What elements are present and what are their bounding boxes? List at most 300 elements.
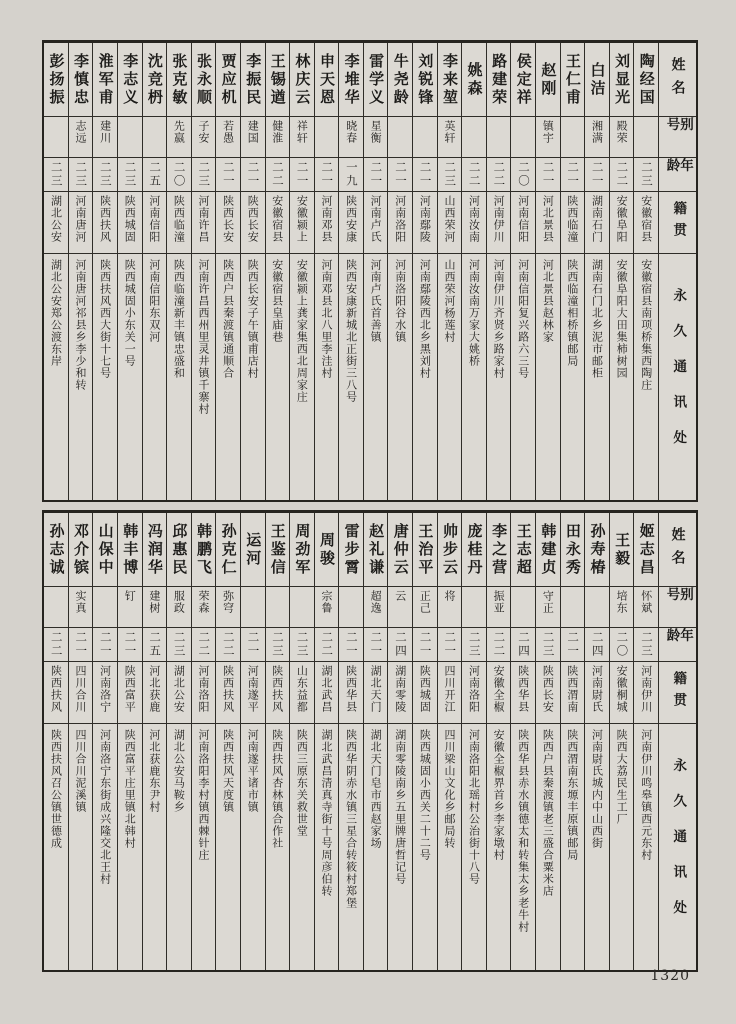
person-native-text: 陕西城固 (123, 195, 137, 243)
name-cell (167, 513, 191, 587)
directory-table-top (42, 40, 698, 502)
person-native-text: 陕西安康 (344, 195, 358, 243)
person-alias-text: 守正 (541, 590, 555, 614)
person-alias-text: 荣森 (197, 590, 211, 614)
person-native-text: 河南卢氏 (369, 195, 383, 243)
native-cell (118, 662, 142, 724)
person-name-text: 韩鹏飞 (195, 522, 214, 577)
person-alias-text: 湘满 (590, 120, 604, 144)
person-native-text: 安徽桐城 (615, 665, 629, 713)
native-cell (216, 662, 240, 724)
alias-cell (290, 117, 314, 158)
person-native-text: 河南唐河 (74, 195, 88, 243)
address-cell (69, 724, 93, 970)
address-cell (438, 254, 462, 500)
address-cell (388, 254, 412, 500)
person-native-text: 河南洛阳 (393, 195, 407, 243)
person-alias-text: 钉 (123, 590, 137, 602)
native-header-cell (659, 192, 696, 254)
header-column (658, 513, 696, 970)
alias-cell (585, 117, 609, 158)
person-address-text: 山西荣河杨莲村 (442, 259, 456, 343)
person-alias-text: 建国 (246, 120, 260, 144)
alias-cell (143, 587, 167, 628)
name-cell (216, 513, 240, 587)
person-name-text: 彭扬振 (47, 52, 66, 107)
person-alias-text: 服政 (172, 590, 186, 614)
alias-cell (143, 117, 167, 158)
alias-cell (487, 587, 511, 628)
age-cell (536, 628, 560, 662)
person-name-text: 周劲军 (293, 522, 312, 577)
age-cell (290, 158, 314, 192)
name-cell (634, 513, 658, 587)
person-age-text: 二一 (123, 631, 138, 658)
age-cell (192, 628, 216, 662)
age-cell (339, 628, 363, 662)
name-header: 姓名 (669, 56, 686, 103)
person-address-text: 河南洛阳北瑶村公治街十八号 (467, 729, 481, 885)
person-alias-text: 殿荣 (615, 120, 629, 144)
address-cell (216, 724, 240, 970)
person-name-text: 李堆华 (342, 52, 361, 107)
native-cell (118, 192, 142, 254)
name-header-cell (659, 513, 696, 587)
age-cell (216, 158, 240, 192)
person-address-text: 湖南石门北乡泥市邮柜 (590, 259, 604, 379)
native-cell (266, 192, 290, 254)
person-age-text: 二五 (148, 161, 163, 188)
person-column (609, 513, 634, 970)
person-age-text: 二五 (148, 631, 163, 658)
address-cell (143, 254, 167, 500)
age-cell (315, 158, 339, 192)
native-cell (462, 662, 486, 724)
address-cell (438, 724, 462, 970)
person-column (117, 513, 142, 970)
person-column (510, 513, 535, 970)
address-cell (241, 254, 265, 500)
person-age-text: 二二 (320, 631, 335, 658)
person-column (314, 43, 339, 500)
person-age-text: 二二 (492, 631, 507, 658)
age-cell (44, 628, 68, 662)
age-cell (118, 628, 142, 662)
person-alias-text: 志远 (74, 120, 88, 144)
address-cell (266, 724, 290, 970)
alias-cell (167, 117, 191, 158)
alias-cell (315, 587, 339, 628)
address-cell (44, 724, 68, 970)
person-name-text: 姚森 (465, 61, 484, 98)
person-column (338, 513, 363, 970)
person-age-text: 二一 (320, 161, 335, 188)
person-name-text: 李振民 (244, 52, 263, 107)
person-native-text: 河南遂平 (246, 665, 260, 713)
address-cell (462, 724, 486, 970)
person-column (265, 43, 290, 500)
native-cell (364, 662, 388, 724)
name-cell (438, 513, 462, 587)
person-native-text: 陕西华县 (516, 665, 530, 713)
person-name-text: 牛尧龄 (391, 52, 410, 107)
name-cell (413, 43, 437, 117)
native-cell (216, 192, 240, 254)
person-column (363, 43, 388, 500)
age-cell (511, 158, 535, 192)
native-cell (69, 192, 93, 254)
alias-cell (511, 587, 535, 628)
person-column (191, 43, 216, 500)
address-cell (364, 724, 388, 970)
native-cell (69, 662, 93, 724)
person-age-text: 二一 (418, 161, 433, 188)
person-address-text: 湖北武昌清真寺街十号周彦伯转 (319, 729, 333, 897)
address-cell (118, 254, 142, 500)
person-age-text: 二二 (492, 161, 507, 188)
person-name-text: 孙克仁 (219, 522, 238, 577)
person-column (412, 513, 437, 970)
native-cell (388, 192, 412, 254)
page-number: 1320 (650, 968, 690, 984)
person-address-text: 河南汝南万家大姚桥 (467, 259, 481, 367)
person-native-text: 湖南石门 (590, 195, 604, 243)
person-alias-text: 宗鲁 (319, 590, 333, 614)
age-header-cell (659, 628, 696, 662)
alias-header: 别号 (663, 587, 693, 609)
person-column (437, 43, 462, 500)
address-cell (610, 254, 634, 500)
alias-cell (192, 587, 216, 628)
person-native-text: 安徽全椒 (492, 665, 506, 713)
person-address-text: 河南邓县北八里李洼村 (319, 259, 333, 379)
name-cell (388, 43, 412, 117)
person-column (584, 43, 609, 500)
person-column (609, 43, 634, 500)
person-address-text: 河南卢氏首善镇 (369, 259, 383, 343)
alias-cell (438, 117, 462, 158)
name-cell (192, 513, 216, 587)
name-cell (315, 43, 339, 117)
name-cell (167, 43, 191, 117)
person-alias-text: 培东 (615, 590, 629, 614)
name-cell (511, 43, 535, 117)
person-address-text: 安徽阜阳大田集柿树园 (615, 259, 629, 379)
alias-cell (93, 587, 117, 628)
alias-cell (93, 117, 117, 158)
person-name-text: 唐仲云 (391, 522, 410, 577)
name-cell (241, 513, 265, 587)
alias-cell (192, 117, 216, 158)
person-address-text: 陕西临潼相桥镇邮局 (565, 259, 579, 367)
address-cell (634, 724, 658, 970)
alias-cell (388, 587, 412, 628)
person-age-text: 二三 (98, 161, 113, 188)
name-cell (634, 43, 658, 117)
address-cell (561, 254, 585, 500)
person-name-text: 周骏 (317, 531, 336, 568)
address-cell (413, 254, 437, 500)
person-address-text: 河南信阳东双河 (147, 259, 161, 343)
person-address-text: 河南伊川鸣皋镇西元东村 (639, 729, 653, 861)
person-age-text: 二一 (295, 161, 310, 188)
person-native-text: 河南伊川 (492, 195, 506, 243)
person-column (215, 43, 240, 500)
alias-cell (241, 117, 265, 158)
alias-cell (118, 587, 142, 628)
age-cell (561, 158, 585, 192)
alias-cell (585, 587, 609, 628)
address-cell (536, 254, 560, 500)
native-cell (290, 662, 314, 724)
person-native-text: 河南鄢陵 (418, 195, 432, 243)
age-cell (364, 628, 388, 662)
native-cell (339, 192, 363, 254)
person-column (215, 513, 240, 970)
person-native-text: 湖北武昌 (319, 665, 333, 713)
person-column (461, 43, 486, 500)
age-cell (315, 628, 339, 662)
person-alias-text: 实真 (74, 590, 88, 614)
name-cell (536, 43, 560, 117)
person-native-text: 陕西富平 (123, 665, 137, 713)
age-cell (241, 158, 265, 192)
person-alias-text: 云 (393, 590, 407, 602)
person-age-text: 二一 (98, 631, 113, 658)
person-age-text: 二二 (221, 631, 236, 658)
alias-cell (69, 117, 93, 158)
person-name-text: 李来堃 (440, 52, 459, 107)
native-cell (462, 192, 486, 254)
person-address-text: 河南唐河祁县乡李少和转 (74, 259, 88, 391)
person-alias-text: 超逸 (369, 590, 383, 614)
person-native-text: 四川开江 (442, 665, 456, 713)
person-native-text: 陕西渭南 (565, 665, 579, 713)
person-address-text: 河南许昌西州里灵井镇千寨村 (197, 259, 211, 415)
person-address-text: 河北获鹿东尹村 (147, 729, 161, 813)
native-cell (511, 192, 535, 254)
person-column (92, 513, 117, 970)
address-header: 永久通讯处 (670, 758, 687, 936)
person-column (166, 43, 191, 500)
person-alias-text: 建树 (147, 590, 161, 614)
person-age-text: 一九 (344, 161, 359, 188)
alias-cell (216, 587, 240, 628)
person-column (117, 43, 142, 500)
person-name-text: 白洁 (588, 61, 607, 98)
person-address-text: 陕西安康新城北正街三八号 (344, 259, 358, 403)
person-address-text: 四川合川泥溪镇 (74, 729, 88, 813)
person-name-text: 运河 (244, 531, 263, 568)
person-address-text: 陕西扶风杏林镇合作社 (270, 729, 284, 849)
name-header: 姓名 (669, 526, 686, 573)
name-cell (585, 43, 609, 117)
native-cell (93, 192, 117, 254)
person-age-text: 二三 (639, 161, 654, 188)
address-cell (118, 724, 142, 970)
name-header-cell (659, 43, 696, 117)
alias-header-cell (659, 117, 696, 158)
age-cell (487, 628, 511, 662)
name-cell (364, 513, 388, 587)
native-cell (610, 662, 634, 724)
age-cell (511, 628, 535, 662)
person-alias-text: 英轩 (442, 120, 456, 144)
name-cell (143, 43, 167, 117)
alias-cell (167, 587, 191, 628)
person-column (44, 513, 68, 970)
person-age-text: 二一 (74, 631, 89, 658)
name-cell (118, 513, 142, 587)
address-cell (536, 724, 560, 970)
person-address-text: 陕西户县秦渡镇老三盛合粟米店 (541, 729, 555, 897)
name-cell (511, 513, 535, 587)
person-column (166, 513, 191, 970)
person-name-text: 王志超 (514, 522, 533, 577)
address-cell (290, 724, 314, 970)
person-native-text: 陕西长安 (541, 665, 555, 713)
person-native-text: 陕西临潼 (565, 195, 579, 243)
name-cell (118, 43, 142, 117)
native-cell (511, 662, 535, 724)
age-cell (413, 628, 437, 662)
person-name-text: 庞桂丹 (465, 522, 484, 577)
person-age-text: 二三 (639, 631, 654, 658)
person-name-text: 田永秀 (563, 522, 582, 577)
age-cell (561, 628, 585, 662)
native-header-cell (659, 662, 696, 724)
name-cell (290, 513, 314, 587)
person-name-text: 李志义 (121, 52, 140, 107)
address-cell (192, 254, 216, 500)
person-column (314, 513, 339, 970)
native-cell (487, 662, 511, 724)
person-address-text: 河南尉氏城内中山西街 (590, 729, 604, 849)
person-age-text: 二二 (197, 631, 212, 658)
alias-cell (511, 117, 535, 158)
address-cell (143, 724, 167, 970)
person-column (68, 513, 93, 970)
person-column (265, 513, 290, 970)
person-alias-text: 镇宇 (541, 120, 555, 144)
age-cell (585, 628, 609, 662)
person-native-text: 湖南零陵 (393, 665, 407, 713)
person-name-text: 陶经国 (637, 52, 656, 107)
age-cell (118, 158, 142, 192)
person-name-text: 邱惠民 (170, 522, 189, 577)
person-age-text: 二一 (344, 631, 359, 658)
person-column (142, 513, 167, 970)
person-native-text: 陕西扶风 (221, 665, 235, 713)
age-cell (216, 628, 240, 662)
person-name-text: 王锡遒 (268, 52, 287, 107)
person-address-text: 河南洛宁东街成兴隆交北王村 (98, 729, 112, 885)
person-column (584, 513, 609, 970)
name-cell (610, 513, 634, 587)
age-cell (610, 628, 634, 662)
address-cell (167, 724, 191, 970)
name-cell (339, 513, 363, 587)
alias-cell (44, 117, 68, 158)
person-age-text: 二二 (271, 161, 286, 188)
age-cell (438, 158, 462, 192)
address-cell (93, 724, 117, 970)
alias-cell (266, 587, 290, 628)
person-column (191, 513, 216, 970)
age-cell (634, 628, 658, 662)
name-cell (487, 513, 511, 587)
person-age-text: 二一 (369, 161, 384, 188)
person-name-text: 赵刚 (539, 61, 558, 98)
person-age-text: 二一 (443, 631, 458, 658)
person-name-text: 侯定祥 (514, 52, 533, 107)
native-cell (413, 662, 437, 724)
person-column (535, 513, 560, 970)
person-column (289, 513, 314, 970)
alias-cell (634, 117, 658, 158)
name-cell (315, 513, 339, 587)
person-name-text: 韩丰博 (121, 522, 140, 577)
person-address-text: 陕西长安子午镇甫店村 (246, 259, 260, 379)
person-name-text: 冯润华 (145, 522, 164, 577)
alias-cell (216, 117, 240, 158)
header-column (658, 43, 696, 500)
age-cell (487, 158, 511, 192)
age-cell (69, 628, 93, 662)
person-age-text: 二〇 (615, 631, 630, 658)
address-cell (290, 254, 314, 500)
person-name-text: 贾应机 (219, 52, 238, 107)
person-age-text: 二一 (590, 161, 605, 188)
name-cell (438, 43, 462, 117)
person-alias-text: 晓春 (344, 120, 358, 144)
alias-cell (536, 587, 560, 628)
alias-cell (44, 587, 68, 628)
age-cell (388, 158, 412, 192)
person-age-text: 二一 (246, 631, 261, 658)
person-column (412, 43, 437, 500)
person-native-text: 河南伊川 (639, 665, 653, 713)
age-cell (93, 158, 117, 192)
native-cell (536, 192, 560, 254)
name-cell (561, 513, 585, 587)
person-age-text: 二三 (74, 161, 89, 188)
person-native-text: 陕西扶风 (270, 665, 284, 713)
age-cell (585, 158, 609, 192)
address-cell (167, 254, 191, 500)
person-name-text: 刘锐锋 (416, 52, 435, 107)
person-native-text: 安徽颍上 (295, 195, 309, 243)
alias-cell (462, 587, 486, 628)
native-cell (44, 192, 68, 254)
person-column (633, 513, 658, 970)
person-address-text: 河南遂平诸市镇 (246, 729, 260, 813)
address-cell (216, 254, 240, 500)
person-name-text: 山保中 (96, 522, 115, 577)
address-cell (413, 724, 437, 970)
alias-cell (364, 117, 388, 158)
alias-header: 别号 (663, 117, 693, 139)
native-cell (536, 662, 560, 724)
alias-cell (536, 117, 560, 158)
address-header-cell (659, 254, 696, 500)
person-address-text: 河南洛阳谷水镇 (393, 259, 407, 343)
person-name-text: 姬志昌 (637, 522, 656, 577)
native-cell (241, 192, 265, 254)
person-age-text: 二三 (541, 631, 556, 658)
age-cell (413, 158, 437, 192)
person-name-text: 韩建贞 (539, 522, 558, 577)
